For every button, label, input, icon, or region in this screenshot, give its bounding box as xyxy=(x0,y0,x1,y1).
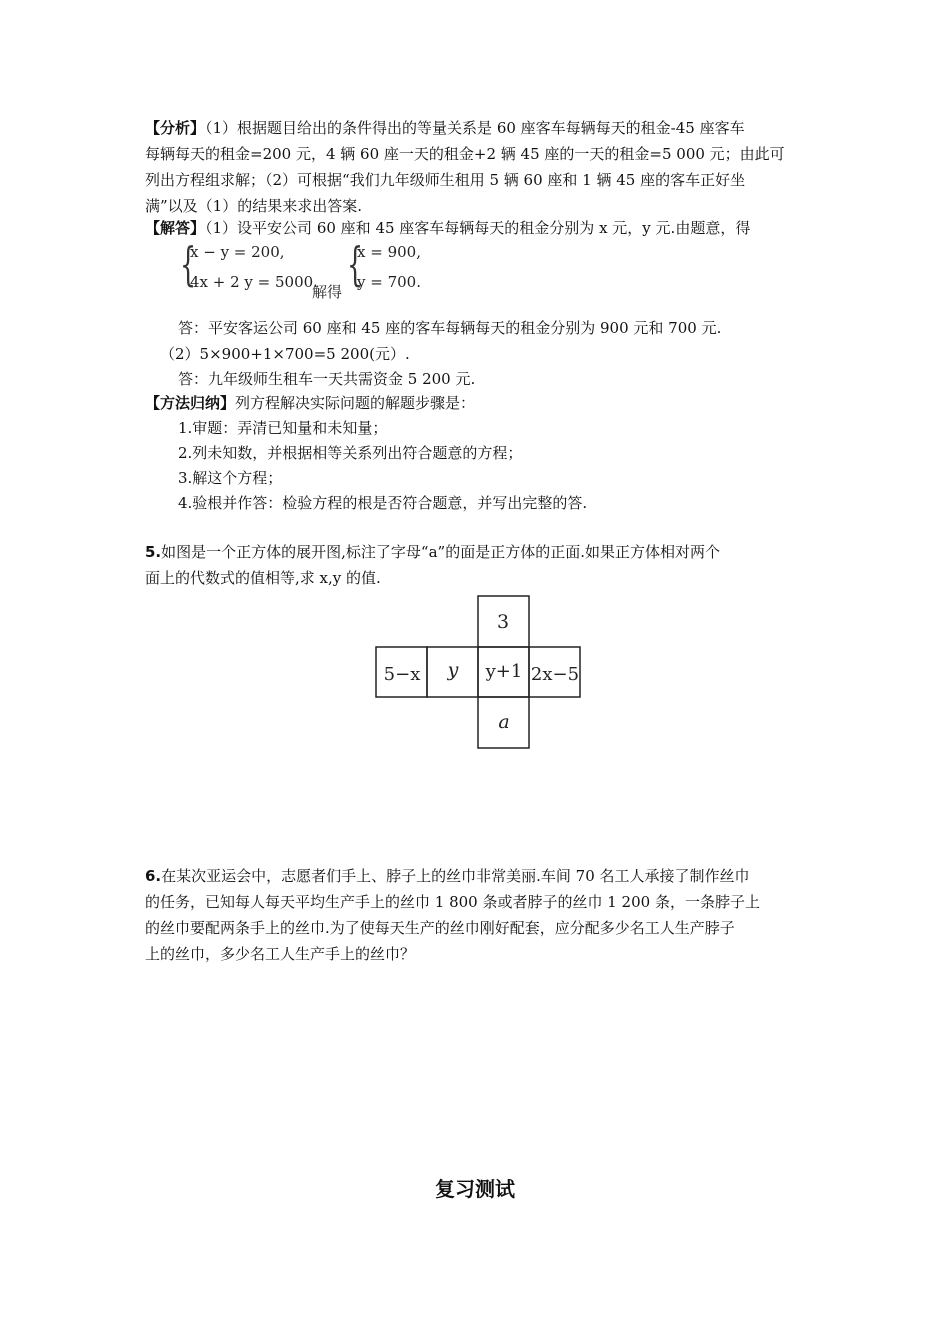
q5-line-1: 5.如图是一个正方体的展开图,标注了字母“a”的面是正方体的正面.如果正方体相对两个 xyxy=(145,543,720,561)
analysis-tag: 【分析】 xyxy=(145,119,206,137)
q6-line-3: 的丝巾要配两条手上的丝巾.为了使每天生产的丝巾刚好配套，应分配多少名工人生产脖子 xyxy=(145,919,735,937)
analysis-line-1: 【分析】（1）根据题目给出的条件得出的等量关系是 60 座客车每辆每天的租金-45 座客车 xyxy=(145,119,745,137)
net-label-a: a xyxy=(498,711,510,733)
equation-1: x − y = 200, xyxy=(190,243,285,261)
net-label-y: y xyxy=(447,659,459,681)
method-step-3: 3.解这个方程； xyxy=(178,469,283,487)
method-step-4: 4.验根并作答：检验方程的根是否符合题意，并写出完整的答. xyxy=(178,494,588,512)
solution-x: x = 900, xyxy=(357,243,421,261)
net-label-5-minus-x: 5−x xyxy=(383,664,421,685)
q6-line-1: 6.在某次亚运会中，志愿者们手上、脖子上的丝巾非常美丽.车间 70 名工人承接了制作丝巾 xyxy=(145,867,750,885)
q6-line-2: 的任务，已知每人每天平均生产手上的丝巾 1 800 条或者脖子的丝巾 1 200 条，一条脖子上 xyxy=(145,893,760,911)
analysis-line-4: 满”以及（1）的结果来求出答案. xyxy=(145,197,362,215)
equation-2: 4x + 2 y = 5000. xyxy=(190,273,318,291)
solution-tag: 【解答】 xyxy=(145,219,206,237)
net-label-2x-minus-5: 2x−5 xyxy=(530,664,580,685)
q6-line-4: 上的丝巾，多少名工人生产手上的丝巾？ xyxy=(145,945,416,963)
method-line: 【方法归纳】列方程解决实际问题的解题步骤是： xyxy=(145,394,476,412)
part-2: （2）5×900+1×700=5 200(元）. xyxy=(160,345,410,363)
answer-2: 答：九年级师生租车一天共需资金 5 200 元. xyxy=(178,370,476,388)
section-title: 复习测试 xyxy=(435,1177,515,1201)
solution-line-1: 【解答】（1）设平安公司 60 座和 45 座客车每辆每天的租金分别为 x 元，y 元.由题意，得 xyxy=(145,219,751,237)
q6-number: 6. xyxy=(145,867,162,885)
answer-1: 答：平安客运公司 60 座和 45 座的客车每辆每天的租金分别为 900 元和 700 元. xyxy=(178,319,722,337)
left-brace: { xyxy=(180,237,197,291)
method-step-1: 1.审题：弄清已知量和未知量； xyxy=(178,419,388,437)
analysis-line-3: 列出方程组求解；（2）可根据“我们九年级师生租用 5 辆 60 座和 1 辆 45 座的客车正好坐 xyxy=(145,171,746,189)
method-tag: 【方法归纳】 xyxy=(145,394,236,412)
method-step-2: 2.列未知数，并根据相等关系列出符合题意的方程； xyxy=(178,444,523,462)
solve-word: 解得 xyxy=(312,283,343,301)
net-label-y-plus-1: y+1 xyxy=(485,661,523,682)
net-label-top: 3 xyxy=(496,611,510,633)
q5-line-2: 面上的代数式的值相等,求 x,y 的值. xyxy=(145,569,381,587)
solution-y: y = 700. xyxy=(357,273,421,291)
left-brace: { xyxy=(347,237,364,291)
analysis-line-2: 每辆每天的租金=200 元，4 辆 60 座一天的租金+2 辆 45 座的一天的租金=5 000 元；由此可 xyxy=(145,145,785,163)
q5-number: 5. xyxy=(145,543,162,561)
